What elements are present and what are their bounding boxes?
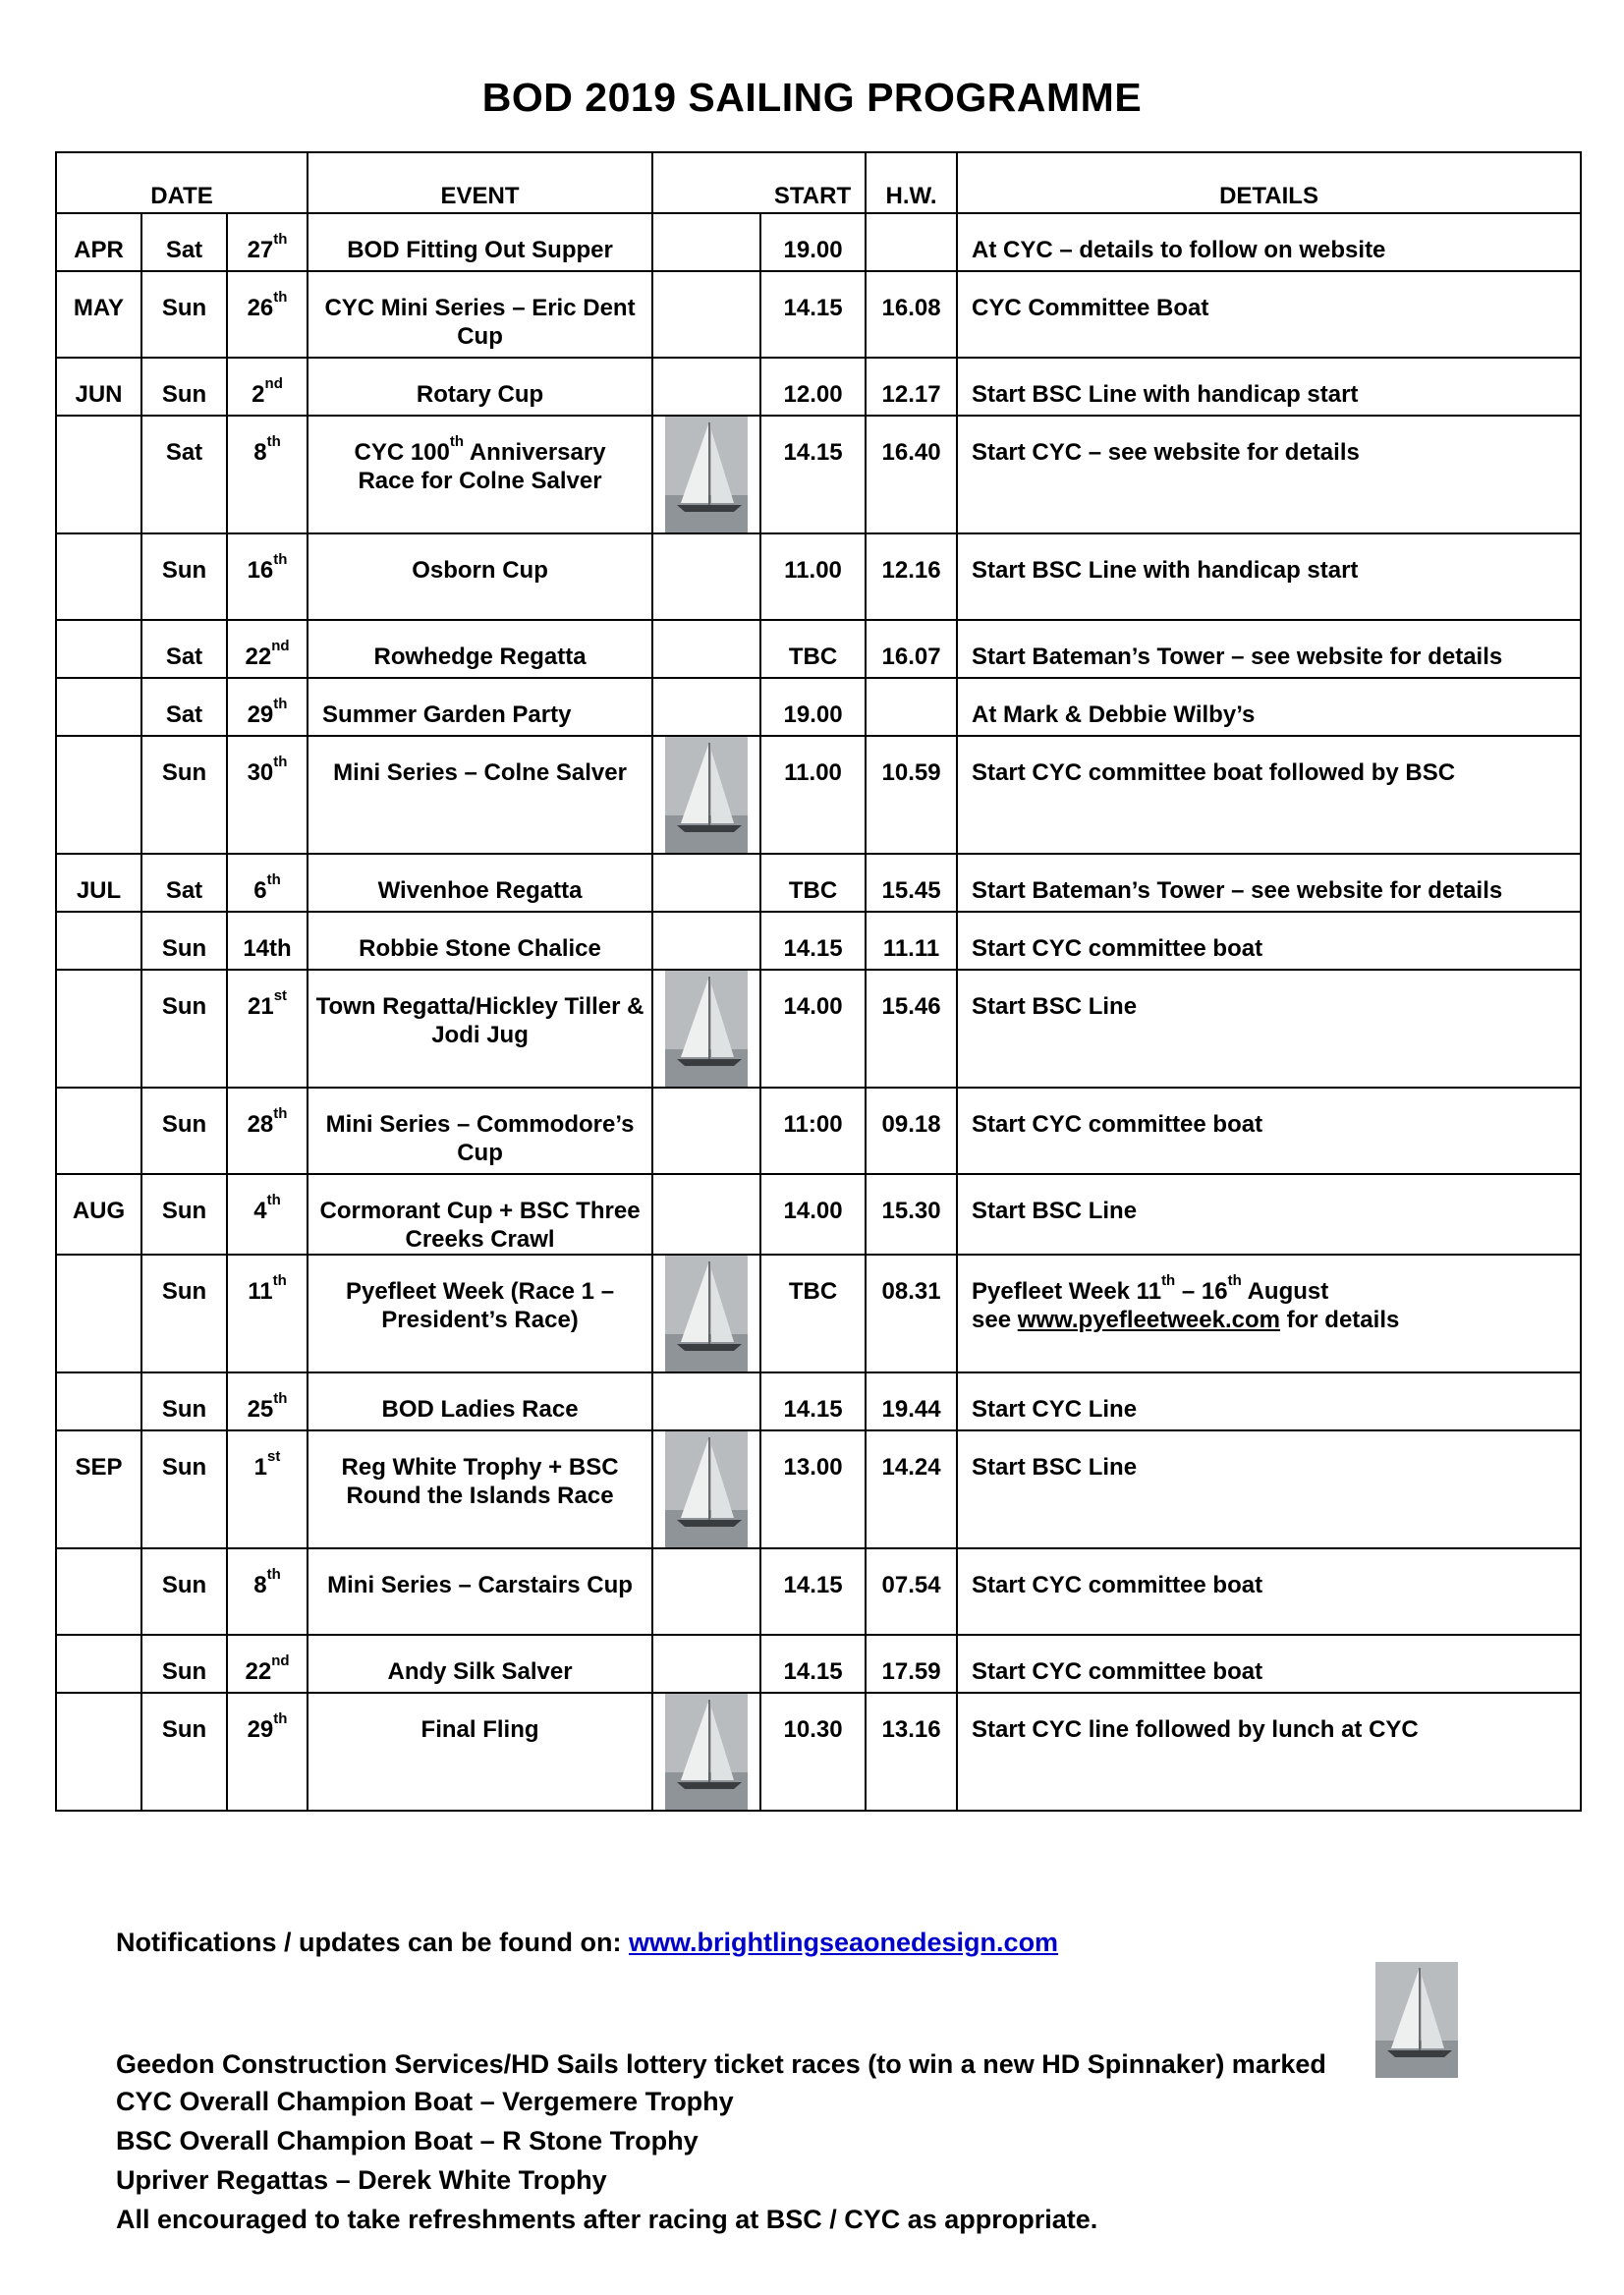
start-cell: 14.15: [760, 1372, 866, 1430]
hw-cell: 11.11: [866, 912, 957, 970]
event-name: Rotary Cup: [416, 381, 544, 408]
details-text: Start CYC Line: [972, 1396, 1138, 1423]
event-cell: [308, 358, 652, 416]
date-suffix: th: [273, 754, 288, 770]
lottery-marker-cell: [652, 358, 760, 416]
event-row: [56, 1372, 1581, 1430]
event-row: [56, 970, 1581, 1088]
lottery-marker-cell: [652, 1430, 760, 1548]
date-number: 30: [247, 759, 274, 786]
sailboat-icon: [665, 1256, 748, 1371]
start-cell: 11.00: [760, 533, 866, 620]
details-cell: [957, 1430, 1581, 1548]
event-cell: [308, 1693, 652, 1811]
date-suffix: nd: [271, 638, 290, 654]
event-cell: [308, 1088, 652, 1174]
event-row: [56, 1088, 1581, 1174]
event-row: [56, 533, 1581, 620]
month-cell: [56, 620, 141, 678]
event-name: Mini Series – Colne Salver: [333, 759, 627, 786]
event-cell: [308, 271, 652, 358]
day-cell: Sun: [141, 1635, 227, 1693]
event-cell: [308, 213, 652, 271]
event-name: Pyefleet Week (Race 1 – President’s Race): [346, 1278, 615, 1333]
day-cell: Sat: [141, 416, 227, 533]
details-text: CYC Committee Boat: [972, 295, 1209, 321]
start-cell: 19.00: [760, 678, 866, 736]
start-cell: 14.00: [760, 1174, 866, 1255]
date-cell: [227, 1548, 308, 1635]
hw-cell: 17.59: [866, 1635, 957, 1693]
month-cell: [56, 970, 141, 1088]
date-suffix: th: [273, 1710, 288, 1727]
start-cell: 11.00: [760, 736, 866, 854]
hw-cell: 07.54: [866, 1548, 957, 1635]
event-row: [56, 1693, 1581, 1811]
lottery-marker-cell: [652, 1635, 760, 1693]
month-cell: [56, 1372, 141, 1430]
pyefleet-link[interactable]: www.pyefleetweek.com: [1017, 1307, 1280, 1333]
event-name: Town Regatta/Hickley Tiller & Jodi Jug: [315, 993, 644, 1048]
event-row: [56, 1174, 1581, 1255]
start-cell: 14.15: [760, 912, 866, 970]
details-suffix: for details: [1279, 1307, 1400, 1333]
date-suffix: st: [267, 1448, 281, 1465]
day-cell: Sun: [141, 736, 227, 854]
day-cell: Sun: [141, 1255, 227, 1372]
lottery-marker-cell: [652, 271, 760, 358]
details-cell: [957, 1548, 1581, 1635]
event-name: BOD Ladies Race: [381, 1396, 579, 1423]
lottery-marker-cell: [652, 912, 760, 970]
details-cell: [957, 1372, 1581, 1430]
lottery-marker-cell: [652, 1372, 760, 1430]
hw-cell: 10.59: [866, 736, 957, 854]
hw-cell: 15.30: [866, 1174, 957, 1255]
header-image-col: [652, 152, 760, 213]
lottery-marker-cell: [652, 1174, 760, 1255]
event-name: CYC Mini Series – Eric Dent Cup: [324, 295, 636, 350]
month-cell: AUG: [56, 1174, 141, 1255]
website-link[interactable]: www.brightlingseaonedesign.com: [629, 1928, 1059, 1957]
start-cell: 14.15: [760, 1635, 866, 1693]
event-row: [56, 620, 1581, 678]
hw-cell: 16.08: [866, 271, 957, 358]
start-cell: 13.00: [760, 1430, 866, 1548]
sailboat-icon: [665, 417, 748, 532]
upriver-note: Upriver Regattas – Derek White Trophy: [116, 2165, 607, 2195]
date-cell: [227, 1635, 308, 1693]
date-number: 4: [253, 1198, 267, 1224]
details-text: Start CYC committee boat: [972, 1111, 1263, 1138]
event-row: [56, 416, 1581, 533]
details-cell: [957, 271, 1581, 358]
event-name: Reg White Trophy + BSC Round the Islands Race: [341, 1454, 619, 1509]
day-cell: Sun: [141, 271, 227, 358]
sailboat-icon: [665, 737, 748, 853]
date-suffix: th: [266, 433, 281, 450]
event-name: Osborn Cup: [412, 557, 548, 584]
day-cell: Sun: [141, 1372, 227, 1430]
date-suffix: th: [272, 1272, 287, 1289]
date-number: 29: [247, 1716, 274, 1743]
event-cell: [308, 1635, 652, 1693]
day-cell: Sun: [141, 1174, 227, 1255]
lottery-marker-cell: [652, 678, 760, 736]
details-cell: [957, 213, 1581, 271]
event-name: BOD Fitting Out Supper: [347, 237, 613, 263]
lottery-marker-cell: [652, 1255, 760, 1372]
header-details: DETAILS: [957, 152, 1581, 213]
month-cell: APR: [56, 213, 141, 271]
event-row: [56, 1548, 1581, 1635]
header-hw: H.W.: [866, 152, 957, 213]
start-cell: 10.30: [760, 1693, 866, 1811]
month-cell: [56, 416, 141, 533]
programme-table: [55, 151, 1582, 1812]
event-name: Mini Series – Commodore’s Cup: [325, 1111, 635, 1166]
date-number: 2: [252, 381, 265, 408]
month-cell: [56, 736, 141, 854]
bsc-trophy-note: BSC Overall Champion Boat – R Stone Trophy: [116, 2126, 699, 2155]
details-text: Start Bateman’s Tower – see website for details: [972, 644, 1503, 670]
date-cell: [227, 912, 308, 970]
event-row: [56, 271, 1581, 358]
event-row: [56, 1430, 1581, 1548]
date-suffix: th: [273, 289, 288, 306]
event-name: Cormorant Cup + BSC Three Creeks Crawl: [319, 1198, 641, 1253]
details-cell: [957, 1174, 1581, 1255]
event-row: [56, 736, 1581, 854]
day-cell: Sun: [141, 1088, 227, 1174]
event-name: Mini Series – Carstairs Cup: [327, 1572, 633, 1598]
details-text: Start BSC Line: [972, 993, 1138, 1020]
date-cell: [227, 854, 308, 912]
event-row: [56, 678, 1581, 736]
start-cell: 11:00: [760, 1088, 866, 1174]
date-number: 21: [247, 993, 274, 1020]
month-cell: [56, 678, 141, 736]
lottery-marker-cell: [652, 533, 760, 620]
date-number: 26: [247, 295, 274, 321]
month-cell: [56, 1693, 141, 1811]
lottery-marker-cell: [652, 213, 760, 271]
month-cell: SEP: [56, 1430, 141, 1548]
event-name: Wivenhoe Regatta: [377, 877, 583, 904]
hw-cell: 15.45: [866, 854, 957, 912]
event-row: [56, 213, 1581, 271]
day-cell: Sun: [141, 1548, 227, 1635]
day-cell: Sun: [141, 1693, 227, 1811]
header-row: [56, 152, 1581, 213]
month-cell: JUL: [56, 854, 141, 912]
day-cell: Sat: [141, 678, 227, 736]
day-cell: Sun: [141, 358, 227, 416]
start-cell: 14.00: [760, 970, 866, 1088]
day-cell: Sat: [141, 213, 227, 271]
details-text: Start BSC Line: [972, 1198, 1138, 1224]
date-cell: [227, 416, 308, 533]
hw-cell: [866, 213, 957, 271]
sailboat-icon: [1375, 1962, 1458, 2078]
day-cell: Sat: [141, 854, 227, 912]
date-suffix: st: [273, 987, 288, 1004]
day-cell: Sun: [141, 533, 227, 620]
event-cell: [308, 533, 652, 620]
hw-cell: 15.46: [866, 970, 957, 1088]
details-text: Start BSC Line with handicap start: [972, 381, 1359, 408]
event-cell: [308, 970, 652, 1088]
details-cell: [957, 1693, 1581, 1811]
header-start: START: [760, 152, 866, 213]
date-number: 8: [253, 1572, 267, 1598]
date-number: 11: [248, 1278, 273, 1305]
sailboat-icon: [665, 1431, 748, 1547]
month-cell: [56, 1088, 141, 1174]
event-row: [56, 912, 1581, 970]
date-cell: [227, 1430, 308, 1548]
date-suffix: th: [273, 551, 288, 568]
details-text: Start CYC committee boat followed by BSC: [972, 759, 1456, 786]
date-cell: [227, 1255, 308, 1372]
details-text: Start CYC line followed by lunch at CYC: [972, 1716, 1419, 1743]
lottery-marker-cell: [652, 736, 760, 854]
details-text: Start BSC Line: [972, 1454, 1138, 1481]
details-text: At CYC – details to follow on website: [972, 237, 1386, 263]
day-cell: Sun: [141, 912, 227, 970]
details-cell: [957, 416, 1581, 533]
details-text: At Mark & Debbie Wilby’s: [972, 701, 1256, 728]
month-cell: JUN: [56, 358, 141, 416]
date-cell: [227, 358, 308, 416]
hw-cell: [866, 678, 957, 736]
date-cell: [227, 1088, 308, 1174]
date-number: 28: [247, 1111, 274, 1138]
start-cell: TBC: [760, 854, 866, 912]
event-cell: [308, 736, 652, 854]
month-cell: [56, 533, 141, 620]
details-text: Start CYC committee boat: [972, 935, 1263, 962]
start-cell: TBC: [760, 1255, 866, 1372]
date-suffix: th: [273, 231, 288, 248]
date-cell: [227, 736, 308, 854]
event-name: Summer Garden Party: [322, 701, 572, 728]
page-title: BOD 2019 SAILING PROGRAMME: [481, 75, 1143, 120]
lottery-marker-cell: [652, 1693, 760, 1811]
date-suffix: nd: [264, 375, 283, 392]
event-cell: [308, 1430, 652, 1548]
details-text: Start Bateman’s Tower – see website for details: [972, 877, 1503, 904]
lottery-marker-cell: [652, 854, 760, 912]
date-number: 27: [247, 237, 274, 263]
month-cell: MAY: [56, 271, 141, 358]
details-cell: [957, 912, 1581, 970]
details-cell: [957, 1088, 1581, 1174]
date-cell: [227, 678, 308, 736]
lottery-note: [116, 2049, 1326, 2080]
hw-cell: 16.07: [866, 620, 957, 678]
event-cell: [308, 1372, 652, 1430]
day-cell: Sat: [141, 620, 227, 678]
refreshments-note: All encouraged to take refreshments after racing at BSC / CYC as appropriate.: [116, 2205, 1098, 2234]
details-cell: Pyefleet Week 11th – 16th August see www.pyefleetweek.com for details: [957, 1255, 1581, 1372]
date-number: 14th: [243, 935, 292, 962]
details-cell: [957, 854, 1581, 912]
header-date: DATE: [56, 152, 308, 213]
date-number: 6: [253, 877, 267, 904]
hw-cell: 16.40: [866, 416, 957, 533]
date-number: 29: [247, 701, 274, 728]
date-number: 22: [245, 1658, 272, 1685]
date-number: 25: [247, 1396, 274, 1423]
date-cell: [227, 1372, 308, 1430]
day-cell: Sun: [141, 1430, 227, 1548]
header-event: EVENT: [308, 152, 652, 213]
date-cell: [227, 533, 308, 620]
details-cell: [957, 678, 1581, 736]
lottery-marker-cell: [652, 1548, 760, 1635]
hw-cell: 12.16: [866, 533, 957, 620]
details-text: Start CYC committee boat: [972, 1572, 1263, 1598]
lottery-marker-cell: [652, 970, 760, 1088]
lottery-marker-cell: [652, 1088, 760, 1174]
updates-label: Notifications / updates can be found on:: [116, 1928, 630, 1957]
month-cell: [56, 912, 141, 970]
event-cell: [308, 678, 652, 736]
event-name: Robbie Stone Chalice: [359, 935, 601, 962]
hw-cell: 14.24: [866, 1430, 957, 1548]
start-cell: 14.15: [760, 271, 866, 358]
date-suffix: th: [273, 1390, 288, 1407]
details-cell: [957, 970, 1581, 1088]
month-cell: [56, 1635, 141, 1693]
date-suffix: th: [266, 1192, 281, 1208]
event-cell: [308, 912, 652, 970]
date-suffix: th: [266, 871, 281, 888]
details-text: Start CYC – see website for details: [972, 439, 1360, 466]
start-cell: 14.15: [760, 416, 866, 533]
hw-cell: 12.17: [866, 358, 957, 416]
sailboat-icon: [665, 971, 748, 1087]
date-cell: [227, 620, 308, 678]
date-cell: [227, 970, 308, 1088]
event-cell: [308, 620, 652, 678]
date-suffix: th: [273, 1105, 288, 1122]
ordinal-suffix: th: [449, 433, 465, 450]
month-cell: [56, 1255, 141, 1372]
date-number: 16: [247, 557, 274, 584]
lottery-marker-cell: [652, 620, 760, 678]
month-cell: [56, 1548, 141, 1635]
date-cell: [227, 1174, 308, 1255]
hw-cell: 09.18: [866, 1088, 957, 1174]
date-suffix: nd: [271, 1652, 290, 1669]
date-cell: [227, 1693, 308, 1811]
event-cell: [308, 1548, 652, 1635]
cyc-trophy-note: CYC Overall Champion Boat – Vergemere Trophy: [116, 2087, 734, 2116]
lottery-marker-cell: [652, 416, 760, 533]
details-cell: [957, 1635, 1581, 1693]
date-number: 8: [253, 439, 267, 466]
details-prefix: see: [972, 1307, 1018, 1333]
details-text: Start CYC committee boat: [972, 1658, 1263, 1685]
event-row: [56, 1635, 1581, 1693]
details-cell: [957, 358, 1581, 416]
event-cell: [308, 854, 652, 912]
start-cell: 14.15: [760, 1548, 866, 1635]
event-row: [56, 358, 1581, 416]
details-cell: [957, 620, 1581, 678]
date-cell: [227, 213, 308, 271]
event-name: Rowhedge Regatta: [373, 644, 587, 670]
details-text: Start BSC Line with handicap start: [972, 557, 1359, 584]
day-cell: Sun: [141, 970, 227, 1088]
date-suffix: th: [273, 696, 288, 712]
event-row: [56, 1255, 1581, 1372]
start-cell: 19.00: [760, 213, 866, 271]
details-cell: [957, 533, 1581, 620]
start-cell: 12.00: [760, 358, 866, 416]
date-number: 1: [253, 1454, 268, 1481]
hw-cell: 08.31: [866, 1255, 957, 1372]
event-name: Final Fling: [420, 1716, 539, 1743]
date-number: 22: [245, 644, 272, 670]
event-name: Andy Silk Salver: [387, 1658, 573, 1685]
event-cell: [308, 1255, 652, 1372]
date-cell: [227, 271, 308, 358]
event-row: [56, 854, 1581, 912]
lottery-text: Geedon Construction Services/HD Sails lottery ticket races (to win a new HD Spinnaker) marked: [116, 2049, 1326, 2079]
start-cell: TBC: [760, 620, 866, 678]
boat-marker-legend: [1375, 1962, 1458, 2078]
hw-cell: 19.44: [866, 1372, 957, 1430]
updates-note: [116, 1928, 1058, 1958]
hw-cell: 13.16: [866, 1693, 957, 1811]
event-cell: CYC 100th Anniversary Race for Colne Salver: [308, 416, 652, 533]
sailboat-icon: [665, 1694, 748, 1810]
event-cell: [308, 1174, 652, 1255]
date-suffix: th: [266, 1566, 281, 1583]
details-cell: [957, 736, 1581, 854]
